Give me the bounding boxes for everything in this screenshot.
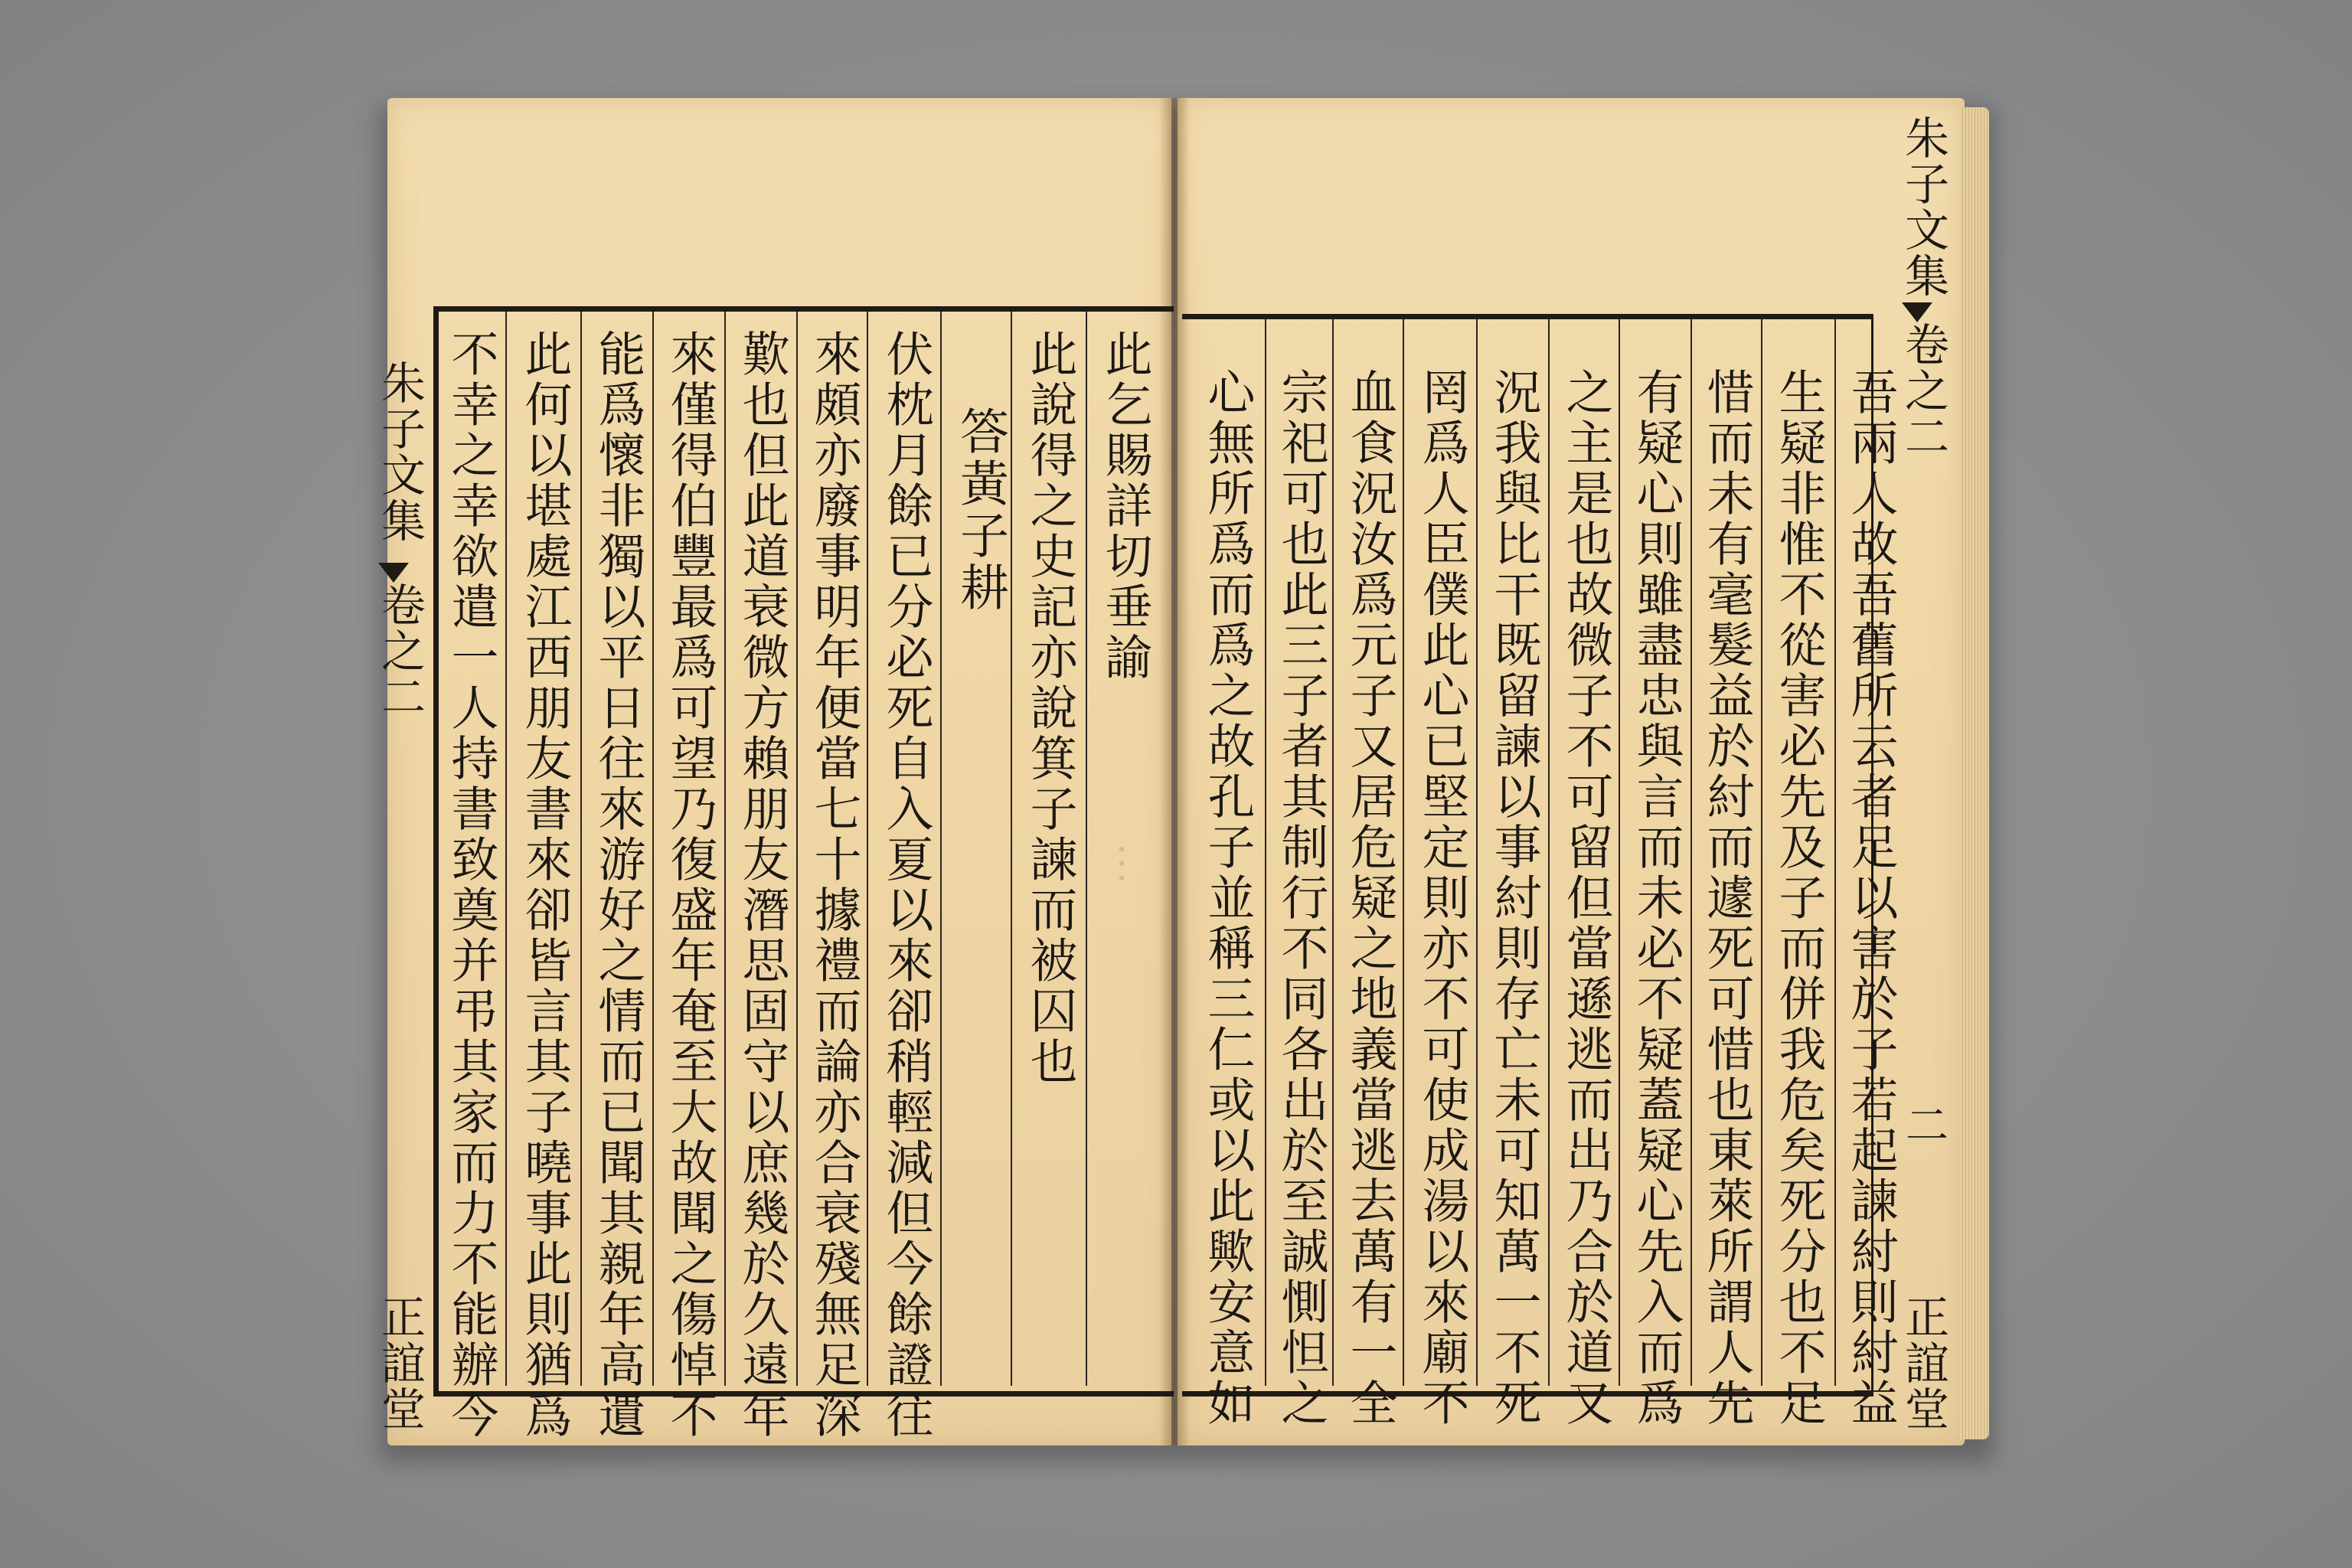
right-column-1: 吾兩人故吾舊所云者足以害於子若起諫紂則紂益 — [1843, 368, 1899, 1429]
left-volume-label: 卷之二 — [374, 582, 426, 720]
column-rule — [505, 312, 507, 1386]
left-column-6: 歎也但此道衰微方賴朋友潛思固守以庶幾於久遠年 — [734, 329, 790, 1441]
column-rule — [1403, 319, 1404, 1386]
right-page-number: 二 — [1899, 1102, 1949, 1145]
column-rule — [940, 312, 942, 1386]
left-letter-heading: 答黃子耕 — [952, 406, 1008, 614]
left-column-5: 來頗亦廢事明年便當七十據禮而論亦合衰殘無足深 — [806, 329, 862, 1441]
column-rule — [1476, 319, 1478, 1386]
column-rule — [1834, 319, 1836, 1386]
column-rule — [1690, 319, 1692, 1386]
left-column-10: 不幸之幸欲遣一人持書致奠并弔其家而力不能辦今 — [443, 329, 499, 1441]
column-rule — [1761, 319, 1762, 1386]
column-rule — [1548, 319, 1550, 1386]
left-column-2: 此說得之史記亦說箕子諫而被囚也 — [1022, 329, 1078, 1087]
column-rule — [1619, 319, 1620, 1386]
right-column-6: 況我與比干既留諫以事紂則存亡未可知萬一不死 — [1486, 368, 1542, 1429]
column-rule — [867, 312, 868, 1386]
left-column-4: 伏枕月餘已分必死自入夏以來卻稍輕減但今餘證往 — [878, 329, 934, 1441]
left-publisher: 正誼堂 — [374, 1294, 426, 1432]
right-column-9: 宗祀可也此三子者其制行不同各出於至誠惻怛之 — [1273, 368, 1329, 1429]
right-margin-title: 朱子文集 — [1897, 115, 1949, 299]
right-column-5: 之主是也故微子不可留但當遜逃而出乃合於道又 — [1558, 368, 1614, 1429]
right-column-7: 罔爲人臣僕此心已堅定則亦不可使成湯以來廟不 — [1414, 368, 1470, 1429]
left-margin-title: 朱子文集 — [374, 360, 426, 544]
right-column-4: 有疑心則雖盡忠與言而未必不疑蓋疑心先入而爲 — [1628, 368, 1684, 1429]
right-column-3: 惜而未有毫髮益於紂而遽死可惜也東萊所謂人先 — [1699, 368, 1755, 1429]
right-volume-label: 卷之二 — [1897, 322, 1949, 459]
right-column-2: 生疑非惟不從害必先及子而併我危矣死分也不足 — [1771, 368, 1827, 1429]
column-rule — [796, 312, 798, 1386]
column-rule — [580, 312, 582, 1386]
column-rule — [1265, 319, 1266, 1386]
left-fishtail-mark — [378, 563, 409, 583]
column-rule — [652, 312, 654, 1386]
column-rule — [724, 312, 726, 1386]
right-fishtail-mark — [1902, 302, 1932, 322]
left-column-7: 來僅得伯豐最爲可望乃復盛年奄至大故聞之傷悼不 — [662, 329, 718, 1441]
left-column-1: 此乞賜詳切垂諭 — [1097, 329, 1153, 683]
left-column-9: 此何以堪處江西朋友書來卻皆言其子曉事此則猶爲 — [517, 329, 573, 1441]
page-edges — [1960, 107, 1989, 1439]
left-column-8: 能爲懷非獨以平日往來游好之情而已聞其親年高遺 — [590, 329, 646, 1441]
column-rule — [1011, 312, 1012, 1386]
right-column-8: 血食況汝爲元子又居危疑之地義當逃去萬有一全 — [1342, 368, 1398, 1429]
bleed-through: ︙ — [1093, 842, 1143, 885]
right-column-10: 心無所爲而爲之故孔子並稱三仁或以此歟安意如 — [1200, 368, 1256, 1429]
column-rule — [1332, 319, 1334, 1386]
right-publisher: 正誼堂 — [1897, 1294, 1949, 1432]
